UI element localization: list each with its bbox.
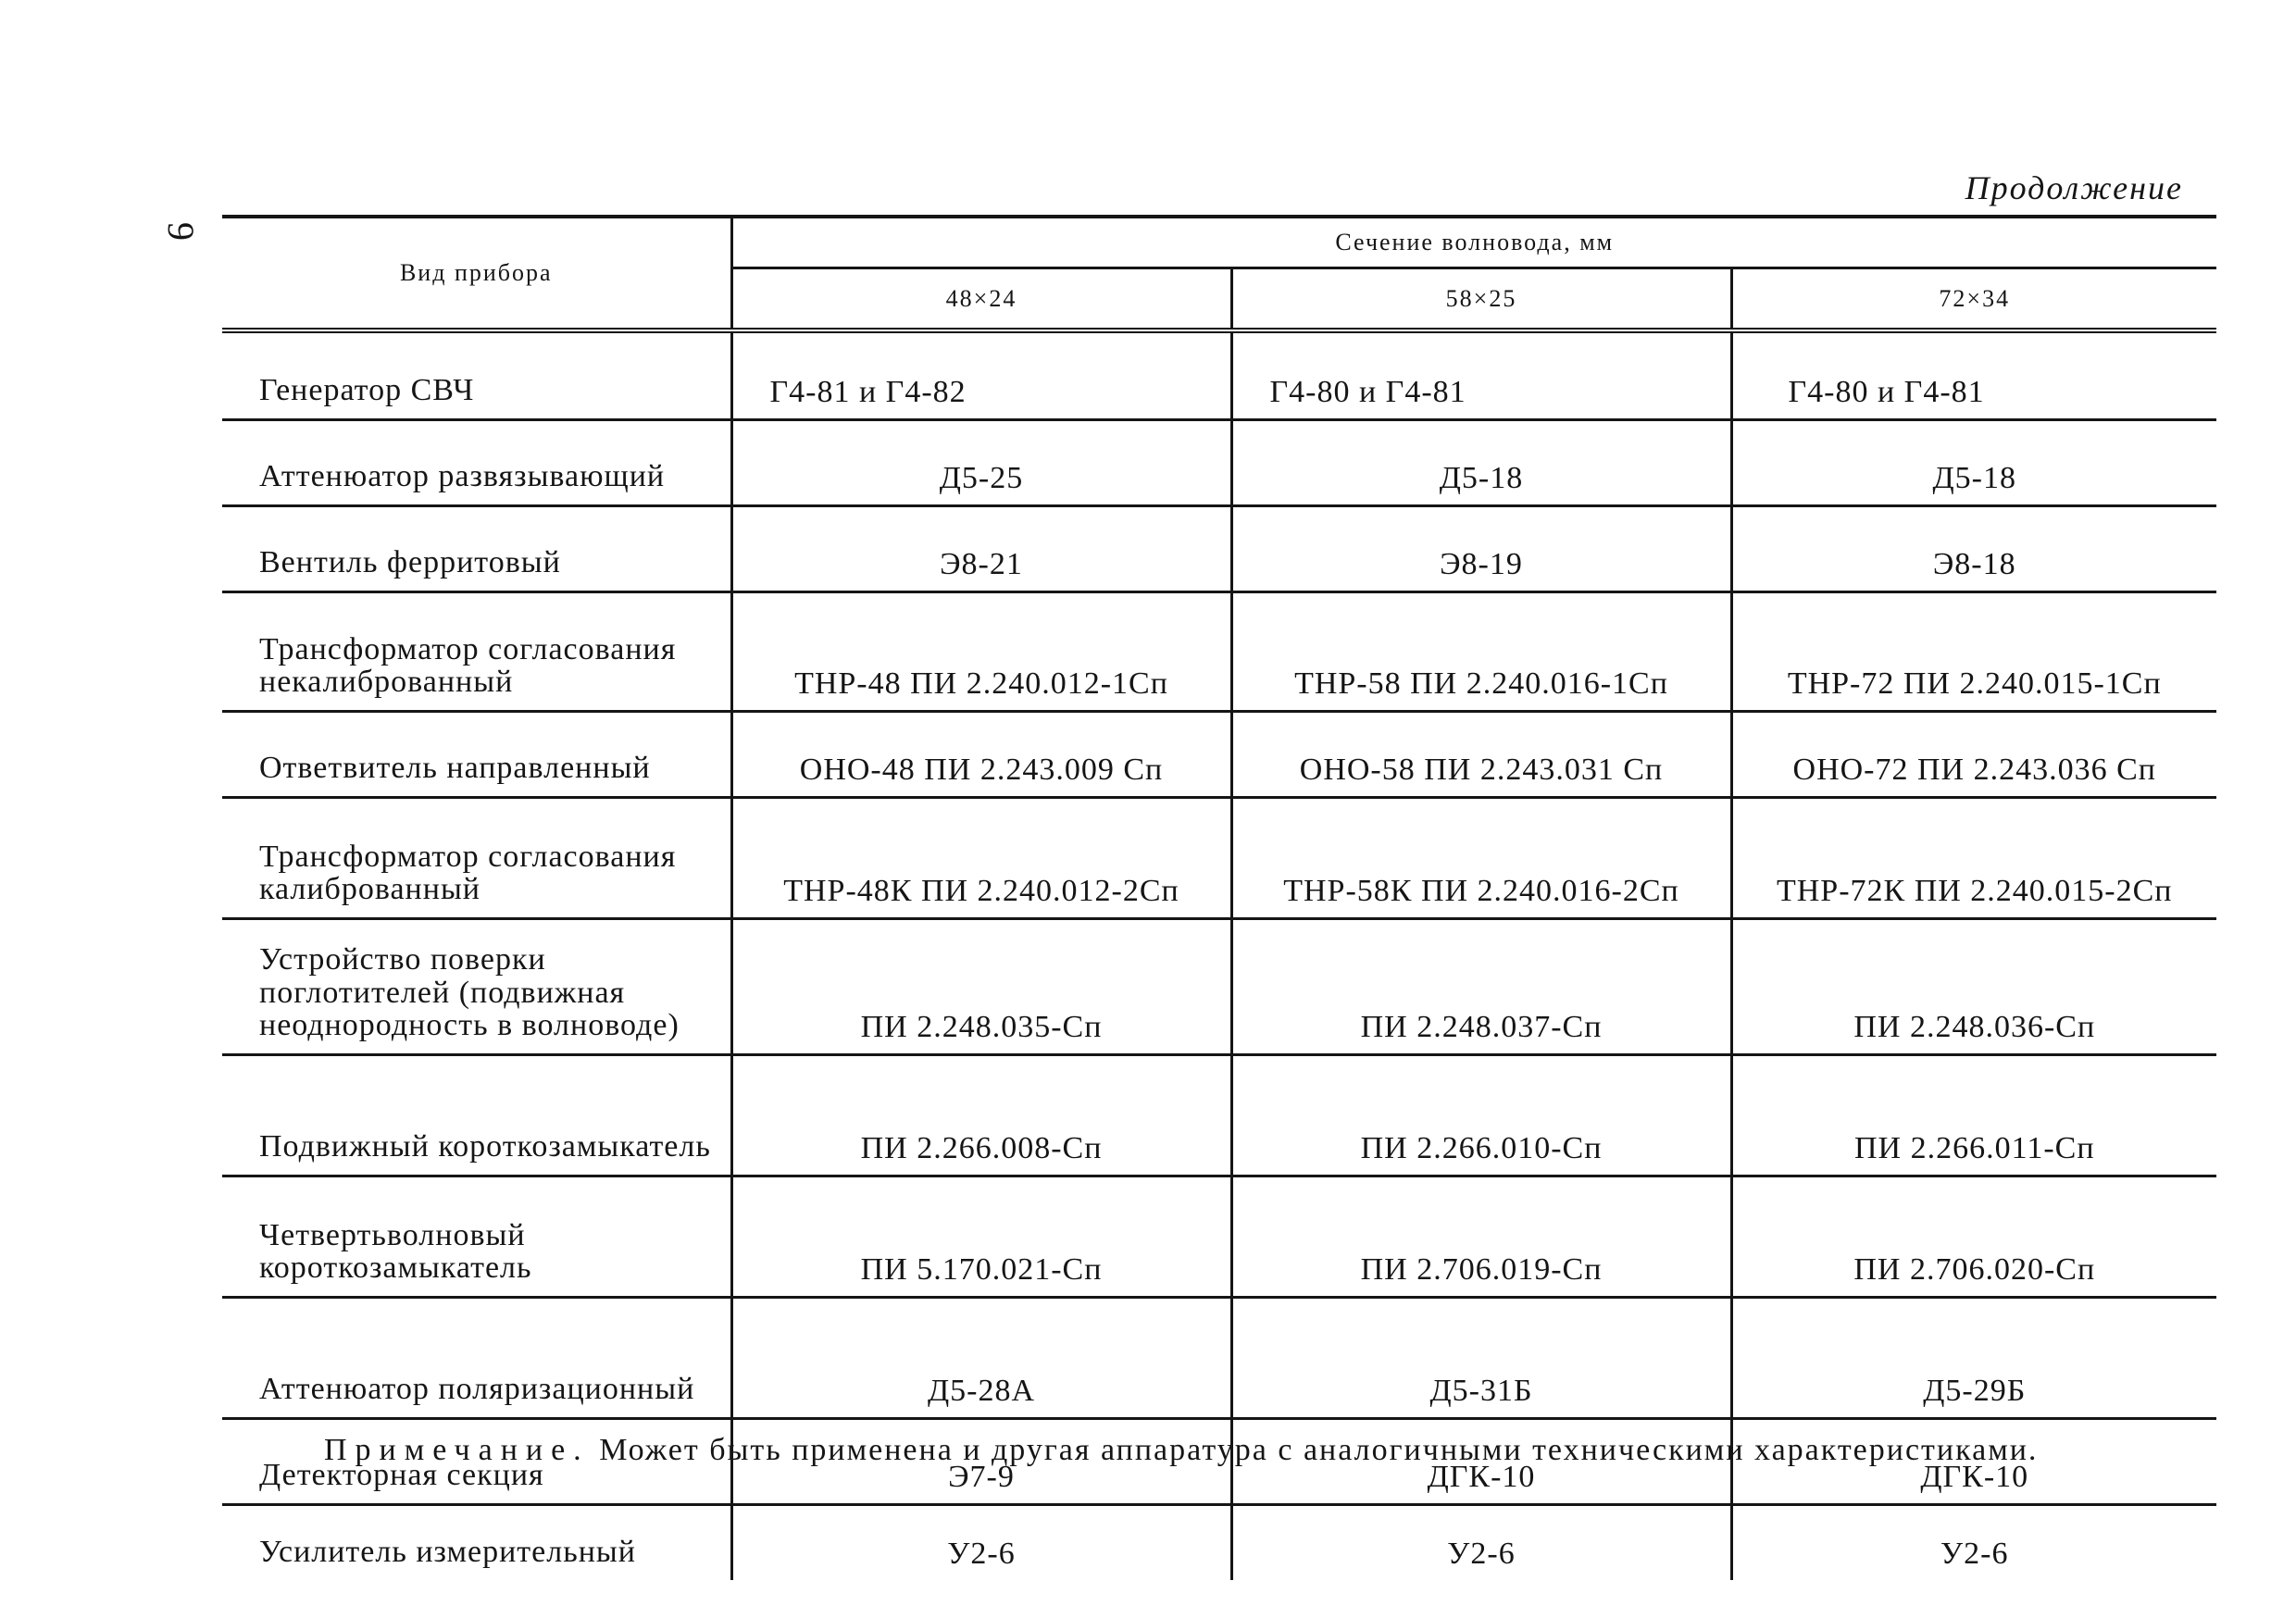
- device-name: Четвертьволновый короткозамыкатель: [222, 1176, 731, 1298]
- table-row: [222, 506, 2216, 592]
- value-72x34: У2-6: [1731, 1505, 2216, 1581]
- note-text: Может быть применена и другая аппаратура с аналогичными техническими характеристиками.: [599, 1433, 2039, 1467]
- page-number: 9: [160, 222, 202, 241]
- device-name: Вентиль ферритовый: [222, 506, 731, 592]
- device-name: Трансформатор согласования некалиброванный: [222, 592, 731, 712]
- size-header-58x25: 58×25: [1231, 268, 1731, 330]
- waveguide-section-header: Сечение волновода, мм: [731, 218, 2216, 268]
- value-72x34: Э8-18: [1731, 506, 2216, 592]
- equipment-table: [222, 215, 2216, 1580]
- table-row: [222, 1176, 2216, 1298]
- value-48x24: ОНО-48 ПИ 2.243.009 Сп: [731, 712, 1231, 798]
- value-72x34: ПИ 2.706.020-Сп: [1731, 1176, 2216, 1298]
- value-58x25: ПИ 2.706.019-Сп: [1231, 1176, 1731, 1298]
- value-48x24: У2-6: [731, 1505, 1231, 1581]
- value-58x25: Э8-19: [1231, 506, 1731, 592]
- value-72x34: Г4-80 и Г4-81: [1731, 330, 2216, 420]
- table-row: [222, 1505, 2216, 1581]
- device-type-header: Вид прибора: [222, 218, 731, 330]
- value-48x24: Э7-9: [731, 1419, 1231, 1505]
- value-48x24: ПИ 2.248.035-Сп: [731, 919, 1231, 1055]
- value-48x24: Д5-28А: [731, 1298, 1231, 1419]
- device-name: Усилитель измерительный: [259, 1535, 636, 1570]
- value-48x24: Э8-21: [731, 506, 1231, 592]
- table-row: [222, 330, 2216, 420]
- device-name: Генератор СВЧ: [222, 330, 731, 420]
- value-48x24: ТНР-48К ПИ 2.240.012-2Сп: [731, 798, 1231, 919]
- note-label: Примечание.: [324, 1433, 590, 1467]
- table-row: [222, 712, 2216, 798]
- value-58x25: ТНР-58К ПИ 2.240.016-2Сп: [1231, 798, 1731, 919]
- value-72x34: ПИ 2.248.036-Сп: [1731, 919, 2216, 1055]
- continuation-label: Продолжение: [1965, 169, 2183, 206]
- device-name: Детекторная секция: [222, 1419, 731, 1505]
- device-name: Трансформатор согласования калиброванный: [222, 798, 731, 919]
- value-58x25: Г4-80 и Г4-81: [1231, 330, 1731, 420]
- value-72x34: ПИ 2.266.011-Сп: [1731, 1055, 2216, 1176]
- value-48x24: ТНР-48 ПИ 2.240.012-1Сп: [731, 592, 1231, 712]
- value-48x24: Д5-25: [731, 420, 1231, 506]
- value-72x34: Д5-18: [1731, 420, 2216, 506]
- value-72x34: ТНР-72К ПИ 2.240.015-2Сп: [1731, 798, 2216, 919]
- value-58x25: Д5-31Б: [1231, 1298, 1731, 1419]
- device-name: Подвижный короткозамыкатель: [222, 1055, 731, 1176]
- value-58x25: У2-6: [1231, 1505, 1731, 1581]
- device-name: Устройство поверки поглотителей (подвижная неоднородность в волноводе): [222, 919, 731, 1055]
- table-row: [222, 1055, 2216, 1176]
- value-72x34: ТНР-72 ПИ 2.240.015-1Сп: [1731, 592, 2216, 712]
- value-72x34: ДГК-10: [1731, 1419, 2216, 1505]
- size-header-48x24: 48×24: [731, 268, 1231, 330]
- value-48x24: ПИ 5.170.021-Сп: [731, 1176, 1231, 1298]
- device-name: Ответвитель направленный: [222, 712, 731, 798]
- table-row: [222, 798, 2216, 919]
- device-name: Аттенюатор поляризационный: [222, 1298, 731, 1419]
- table-row: [222, 420, 2216, 506]
- value-58x25: ТНР-58 ПИ 2.240.016-1Сп: [1231, 592, 1731, 712]
- value-48x24: Г4-81 и Г4-82: [731, 330, 1231, 420]
- table-row: [222, 1298, 2216, 1419]
- value-58x25: ОНО-58 ПИ 2.243.031 Сп: [1231, 712, 1731, 798]
- value-72x34: ОНО-72 ПИ 2.243.036 Сп: [1731, 712, 2216, 798]
- table-note: [324, 1433, 2038, 1468]
- table-row: [222, 592, 2216, 712]
- size-header-72x34: 72×34: [1731, 268, 2216, 330]
- value-58x25: ДГК-10: [1231, 1419, 1731, 1505]
- value-48x24: ПИ 2.266.008-Сп: [731, 1055, 1231, 1176]
- value-58x25: Д5-18: [1231, 420, 1731, 506]
- table-row: [222, 919, 2216, 1055]
- device-name: Аттенюатор развязывающий: [222, 420, 731, 506]
- value-72x34: Д5-29Б: [1731, 1298, 2216, 1419]
- header-row-group: [222, 218, 2216, 268]
- value-58x25: ПИ 2.248.037-Сп: [1231, 919, 1731, 1055]
- value-58x25: ПИ 2.266.010-Сп: [1231, 1055, 1731, 1176]
